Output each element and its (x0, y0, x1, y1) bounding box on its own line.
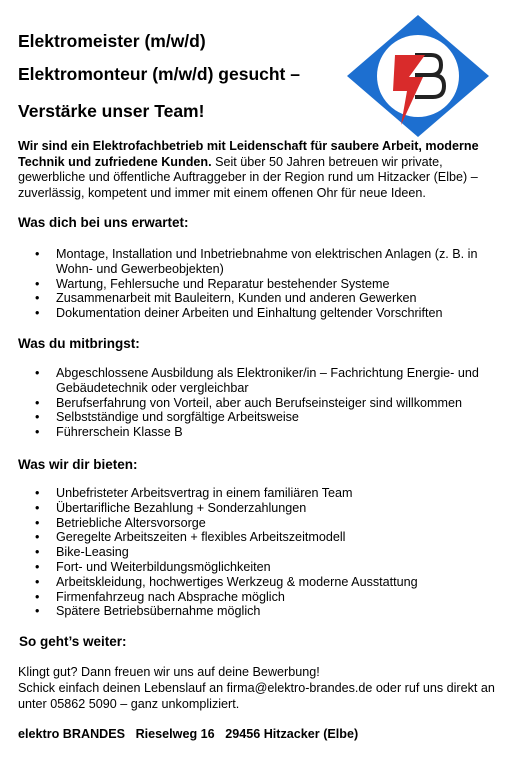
list-item: • Montage, Installation und Inbetriebnahme von elektrischen Anlagen (z. B. in Wohn- und Gewerbeobjekten) (35, 247, 478, 276)
list-item: • Geregelte Arbeitszeiten + flexibles Arbeitszeitmodell (35, 530, 346, 545)
bullet-icon: • (35, 306, 40, 321)
bullet-icon: • (35, 574, 40, 589)
bullet-icon: • (35, 589, 40, 604)
heading-expect: Was dich bei uns erwartet: (18, 215, 189, 230)
bullet-icon: • (35, 604, 40, 619)
list-item: • Wartung, Fehlersuche und Reparatur bestehender Systeme (35, 276, 390, 291)
bullet-icon: • (35, 530, 40, 545)
bullet-icon: • (35, 425, 40, 440)
bullet-icon: • (35, 410, 40, 425)
list-item: • Unbefristeter Arbeitsvertrag in einem familiären Team (35, 486, 353, 500)
closing-line1: Klingt gut? Dann freuen wir uns auf deine Bewerbung! (18, 665, 320, 679)
list-item: • Zusammenarbeit mit Bauleitern, Kunden und anderen Gewerken (35, 291, 417, 306)
list-offer (0, 486, 500, 619)
list-item: • Selbstständige und sorgfältige Arbeitsweise (35, 410, 299, 425)
footer-street: Rieselweg 16 (135, 727, 215, 741)
footer-address (18, 727, 358, 741)
list-item: • Führerschein Klasse B (35, 425, 183, 440)
headline-team: Verstärke unser Team! (18, 101, 205, 121)
bullet-icon: • (35, 500, 40, 515)
heading-next: So geht’s weiter: (19, 634, 127, 649)
bullet-icon: • (35, 395, 40, 410)
list-expect (0, 247, 500, 321)
list-item: • Übertarifliche Bezahlung + Sonderzahlungen (35, 500, 307, 515)
list-item: • Abgeschlossene Ausbildung als Elektroniker/in – Fachrichtung Energie- und Gebäudetechnik oder vergleichbar (35, 366, 479, 395)
bullet-icon: • (35, 515, 40, 530)
elektro-brandes-logo (343, 13, 493, 139)
intro-text: Seit über 50 Jahren betreuen wir private, gewerbliche und öffentliche Auftraggeber in der Region rund um Hitzacker (Elbe) – zuverlässig, kompetent und immer mit einem offenen Ohr für neue Ideen. (18, 154, 478, 200)
footer-city: 29456 Hitzacker (Elbe) (225, 727, 359, 741)
job-title-elektromeister: Elektromeister (m/w/d) (18, 31, 206, 51)
bullet-icon: • (35, 291, 40, 306)
list-item: • Firmenfahrzeug nach Absprache möglich (35, 589, 285, 604)
bullet-icon: • (35, 276, 40, 291)
bullet-icon: • (35, 545, 40, 560)
list-item: • Bike-Leasing (35, 545, 129, 560)
footer-company: elektro BRANDES (18, 727, 126, 741)
list-item: • Berufserfahrung von Vorteil, aber auch Berufseinsteiger sind willkommen (35, 395, 463, 410)
list-item: • Arbeitskleidung, hochwertiges Werkzeug & moderne Ausstattung (35, 574, 418, 589)
bullet-icon: • (35, 247, 40, 261)
list-item: • Fort- und Weiterbildungsmöglichkeiten (35, 559, 271, 574)
bullet-icon: • (35, 366, 40, 380)
list-item: • Dokumentation deiner Arbeiten und Einhaltung geltender Vorschriften (35, 306, 443, 321)
intro-paragraph (18, 139, 496, 201)
closing-line2: Schick einfach deinen Lebenslauf an firma@elektro-brandes.de oder ruf uns direkt an unter 05862 5090 – ganz unkompliziert. (18, 681, 495, 711)
bullet-icon: • (35, 486, 40, 500)
bullet-icon: • (35, 559, 40, 574)
list-item: • Spätere Betriebsübernahme möglich (35, 604, 261, 619)
intro-bold: Wir sind ein Elektrofachbetrieb mit Leidenschaft für saubere Arbeit, moderne Technik und zufriedene Kunden. (18, 139, 479, 169)
heading-bring: Was du mitbringst: (18, 336, 140, 351)
list-item: • Betriebliche Altersvorsorge (35, 515, 206, 530)
heading-offer: Was wir dir bieten: (18, 457, 138, 472)
list-bring (0, 366, 500, 440)
job-title-elektromonteur: Elektromonteur (m/w/d) gesucht – (18, 64, 300, 84)
